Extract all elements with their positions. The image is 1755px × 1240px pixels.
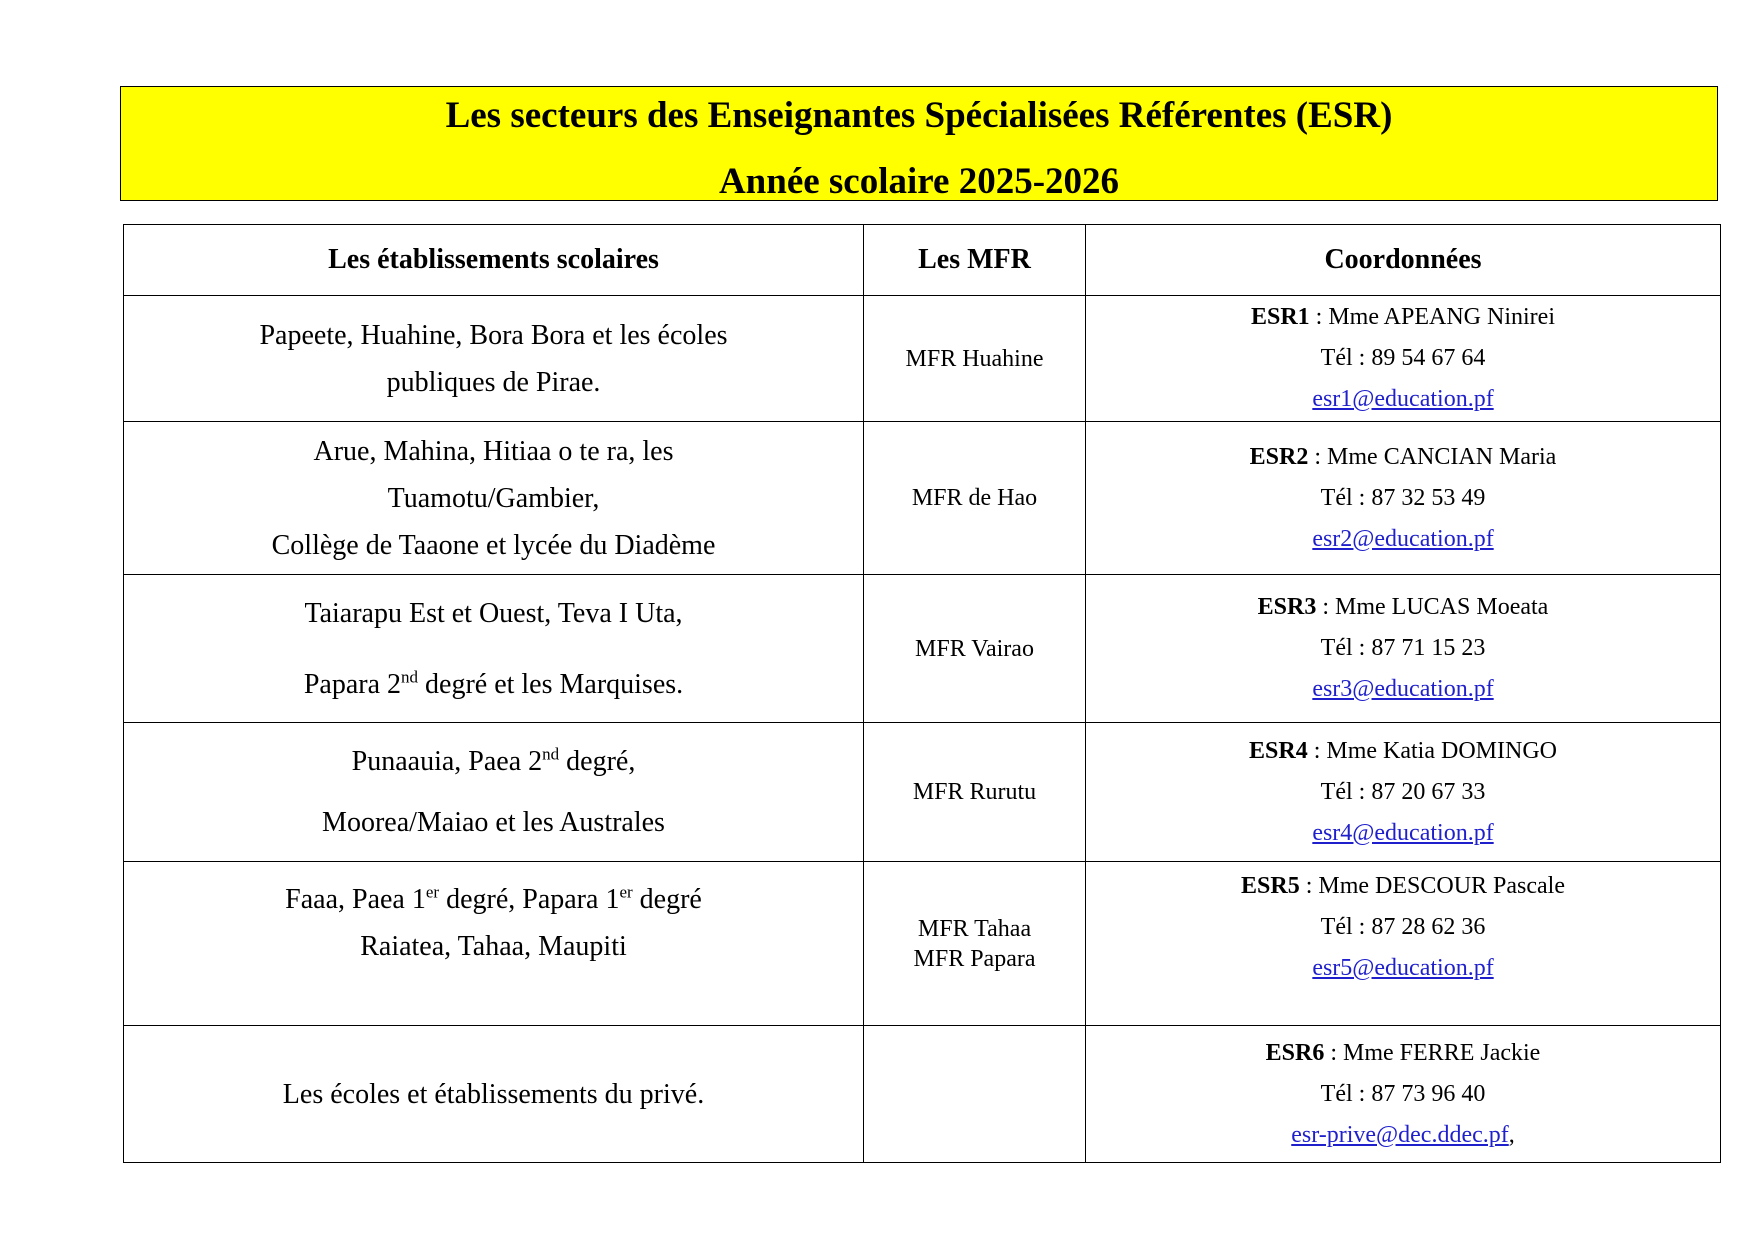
etab-text: Punaauia, Paea 2 <box>351 746 543 777</box>
esr-email-link[interactable]: esr-prive@dec.ddec.pf <box>1291 1121 1509 1148</box>
etab-line: Taiarapu Est et Ouest, Teva I Uta, <box>304 597 683 629</box>
esr-name: : Mme FERRE Jackie <box>1324 1039 1541 1066</box>
esr-contact-line <box>1086 1033 1720 1074</box>
esr-phone: Tél : 87 71 15 23 <box>1320 635 1486 661</box>
esr-contact-line <box>1086 297 1720 338</box>
esr-sectors-table <box>123 224 1721 1163</box>
header-etablissements: Les établissements scolaires <box>124 225 864 296</box>
etab-line: Raiatea, Tahaa, Maupiti <box>360 931 627 962</box>
mfr-cell <box>864 575 1086 723</box>
ordinal-suffix: nd <box>542 744 560 764</box>
mfr-name: MFR Vairao <box>915 635 1034 662</box>
mfr-cell <box>864 296 1086 422</box>
header-coordonnees: Coordonnées <box>1086 225 1721 296</box>
esr-code: ESR1 <box>1250 304 1310 330</box>
esr-code: ESR5 <box>1241 873 1300 899</box>
school-year-title: Année scolaire 2025-2026 <box>718 161 1120 202</box>
mfr-cell <box>864 723 1086 862</box>
esr-name: : Mme LUCAS Moeata <box>1316 594 1549 620</box>
table-row <box>124 296 1721 422</box>
esr-code: ESR3 <box>1257 594 1317 620</box>
etab-line: Moorea/Maiao et les Australes <box>322 807 665 838</box>
coordonnees-cell <box>1086 862 1721 1026</box>
esr-email-link[interactable]: esr4@education.pf <box>1312 819 1494 846</box>
esr-name: : Mme APEANG Ninirei <box>1309 304 1555 330</box>
esr-code: ESR6 <box>1265 1039 1325 1066</box>
etab-line <box>124 738 863 785</box>
mfr-cell <box>864 1026 1086 1163</box>
esr-name: : Mme CANCIAN Maria <box>1308 443 1557 470</box>
etab-line: Les écoles et établissements du privé. <box>282 1078 705 1110</box>
etab-line: Tuamotu/Gambier, <box>387 482 600 514</box>
etablissements-cell <box>124 422 864 575</box>
esr-code: ESR4 <box>1249 737 1308 764</box>
esr-email-link[interactable]: esr5@education.pf <box>1312 955 1494 981</box>
esr-name: : Mme Katia DOMINGO <box>1307 737 1557 764</box>
etablissements-cell <box>124 862 864 1026</box>
etab-line: Arue, Mahina, Hitiaa o te ra, les <box>313 435 674 467</box>
table-row <box>124 422 1721 575</box>
title-banner <box>120 86 1718 201</box>
esr-code: ESR2 <box>1249 443 1309 470</box>
coordonnees-cell <box>1086 723 1721 862</box>
ordinal-suffix: er <box>619 882 633 902</box>
coordonnees-cell <box>1086 575 1721 723</box>
header-mfr: Les MFR <box>864 225 1086 296</box>
esr-email-link[interactable]: esr3@education.pf <box>1312 676 1494 702</box>
etab-line <box>124 876 863 923</box>
etab-text: degré, <box>559 746 636 777</box>
table-header-row <box>124 225 1721 296</box>
coordonnees-cell <box>1086 296 1721 422</box>
esr-contact-line <box>1086 731 1720 772</box>
mfr-cell <box>864 862 1086 1026</box>
esr-email-link[interactable]: esr2@education.pf <box>1312 525 1494 552</box>
etab-text: Papara 2 <box>303 668 402 700</box>
esr-contact-line <box>1086 866 1720 907</box>
ordinal-suffix: nd <box>401 667 419 687</box>
mfr-name: MFR Papara <box>913 945 1036 972</box>
esr-phone: Tél : 87 20 67 33 <box>1320 778 1486 805</box>
etab-line <box>124 661 863 708</box>
mfr-name: MFR de Hao <box>911 485 1038 511</box>
esr-phone: Tél : 87 73 96 40 <box>1320 1080 1486 1107</box>
etablissements-cell <box>124 575 864 723</box>
table-row <box>124 575 1721 723</box>
coordonnees-cell <box>1086 422 1721 575</box>
mfr-cell <box>864 422 1086 575</box>
mfr-name: MFR Rurutu <box>912 779 1037 805</box>
ordinal-suffix: er <box>425 882 440 902</box>
etablissements-cell <box>124 1026 864 1163</box>
etab-text: Faaa, Paea 1 <box>285 884 426 915</box>
etab-text: degré <box>632 884 702 915</box>
etab-text: degré, Papara 1 <box>439 884 620 915</box>
esr-name: : Mme DESCOUR Pascale <box>1299 873 1565 899</box>
esr-phone: Tél : 89 54 67 64 <box>1320 345 1486 371</box>
table-row <box>124 1026 1721 1163</box>
esr-email-link[interactable]: esr1@education.pf <box>1312 386 1494 412</box>
etab-line: publiques de Pirae. <box>386 366 601 398</box>
esr-phone: Tél : 87 28 62 36 <box>1320 914 1486 940</box>
etablissements-cell <box>124 723 864 862</box>
etab-line: Collège de Taaone et lycée du Diadème <box>271 529 716 561</box>
mfr-name: MFR Tahaa <box>917 915 1032 942</box>
coordonnees-cell <box>1086 1026 1721 1163</box>
esr-contact-line <box>1086 587 1720 628</box>
esr-phone: Tél : 87 32 53 49 <box>1320 484 1486 511</box>
document-title: Les secteurs des Enseignantes Spécialisées Référentes (ESR) <box>445 95 1393 136</box>
etablissements-cell <box>124 296 864 422</box>
mfr-name: MFR Huahine <box>905 345 1044 372</box>
esr-contact-line <box>1086 437 1720 478</box>
etab-text: degré et les Marquises. <box>418 668 684 700</box>
table-row <box>124 862 1721 1026</box>
email-suffix: , <box>1508 1121 1515 1148</box>
table-row <box>124 723 1721 862</box>
etab-line: Papeete, Huahine, Bora Bora et les écoles <box>259 319 728 351</box>
